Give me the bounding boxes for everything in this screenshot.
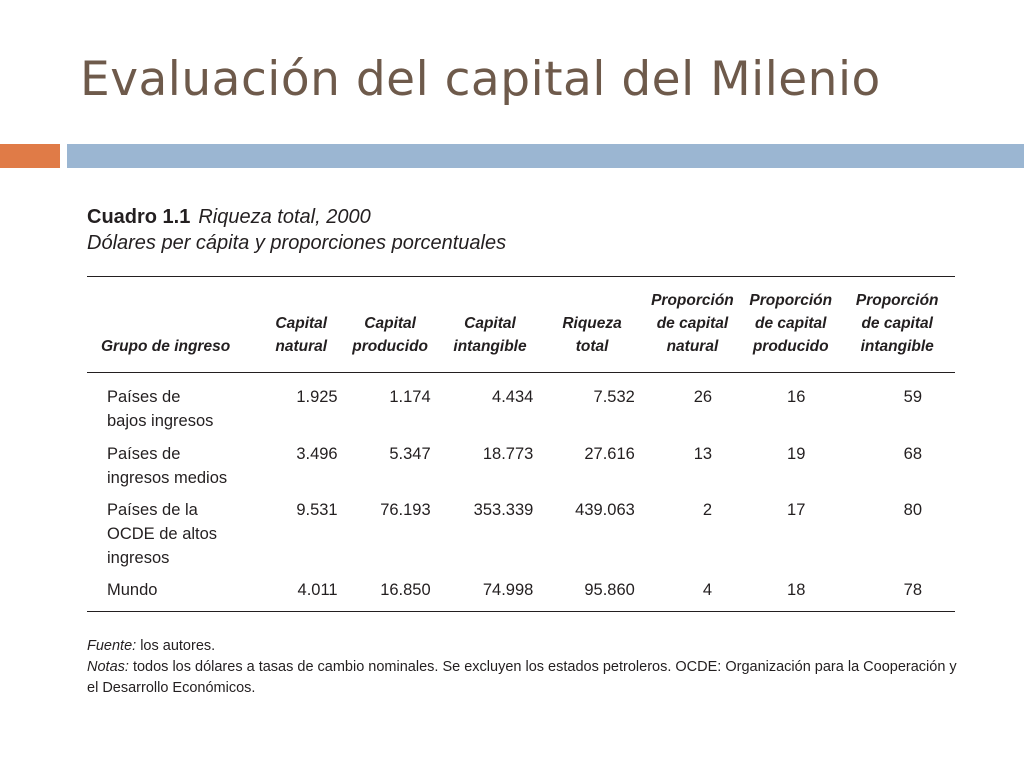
cell-proporcion-producido: 17 [787,501,806,519]
cell-proporcion-producido: 18 [742,570,839,612]
cell-proporcion-natural: 13 [693,445,713,463]
table-row [87,433,955,490]
table-number: Cuadro 1.1 [87,206,191,228]
table-footnotes [87,636,962,699]
table-subtitle: Dólares per cápita y proporciones porcentuales [87,232,507,254]
table-row [87,490,955,570]
cell-riqueza-total: 95.860 [541,570,642,612]
header-proporcion-producido: Proporción de capital producido [742,277,839,373]
header-band [67,144,1024,168]
cell-capital-intangible: 74.998 [439,570,542,612]
table-caption [87,204,957,230]
source-note [87,636,962,657]
accent-bar [0,144,60,168]
cell-capital-producido: 1.174 [389,388,431,406]
header-grupo: Grupo de ingreso [87,277,261,373]
notes-label: Notas: [87,659,129,675]
cell-riqueza-total: 439.063 [575,501,635,519]
cell-proporcion-intangible: 59 [903,388,922,406]
cell-proporcion-producido: 19 [787,445,806,463]
source-label: Fuente: [87,638,137,654]
wealth-table [87,276,955,612]
cell-capital-natural: 4.011 [261,570,342,612]
table-row [87,373,955,434]
cell-capital-producido: 76.193 [380,501,431,519]
notes-text: todos los dólares a tasas de cambio nominales. Se excluyen los estados petroleros. OCDE: Organización para la Cooperación y el Desarrollo Económicos. [87,659,957,696]
cell-riqueza-total: 7.532 [593,388,635,406]
cell-grupo: Países de ingresos medios [107,445,228,487]
source-text: los autores. [136,638,216,654]
cell-grupo: Mundo [87,570,261,612]
header-riqueza-total: Riqueza total [541,277,642,373]
header-capital-natural: Capital natural [261,277,342,373]
cell-proporcion-natural: 2 [702,501,713,519]
cell-proporcion-natural: 4 [643,570,742,612]
cell-capital-intangible: 18.773 [482,445,534,463]
cell-riqueza-total: 27.616 [584,445,635,463]
notes [87,657,962,699]
cell-proporcion-intangible: 80 [903,501,922,519]
table-row [87,570,955,612]
header-proporcion-natural: Proporción de capital natural [643,277,742,373]
cell-capital-intangible: 4.434 [492,388,534,406]
cell-capital-natural: 3.496 [296,445,338,463]
header-capital-intangible: Capital intangible [439,277,542,373]
cell-proporcion-producido: 16 [787,388,806,406]
header-capital-producido: Capital producido [342,277,439,373]
header-proporcion-intangible: Proporción de capital intangible [839,277,955,373]
table-title: Riqueza total, 2000 [198,206,371,228]
cell-proporcion-natural: 26 [693,388,713,406]
slide-title: Evaluación del capital del Milenio [80,52,881,107]
cell-capital-natural: 1.925 [296,388,338,406]
cell-capital-intangible: 353.339 [473,501,534,519]
table-header-row [87,277,955,373]
table-figure [87,204,957,696]
cell-proporcion-intangible: 68 [903,445,922,463]
cell-capital-producido: 16.850 [342,570,439,612]
cell-proporcion-intangible: 78 [839,570,955,612]
cell-grupo: Países de bajos ingresos [107,388,214,430]
cell-grupo: Países de la OCDE de altos ingresos [107,501,218,567]
cell-capital-natural: 9.531 [296,501,338,519]
cell-capital-producido: 5.347 [389,445,431,463]
